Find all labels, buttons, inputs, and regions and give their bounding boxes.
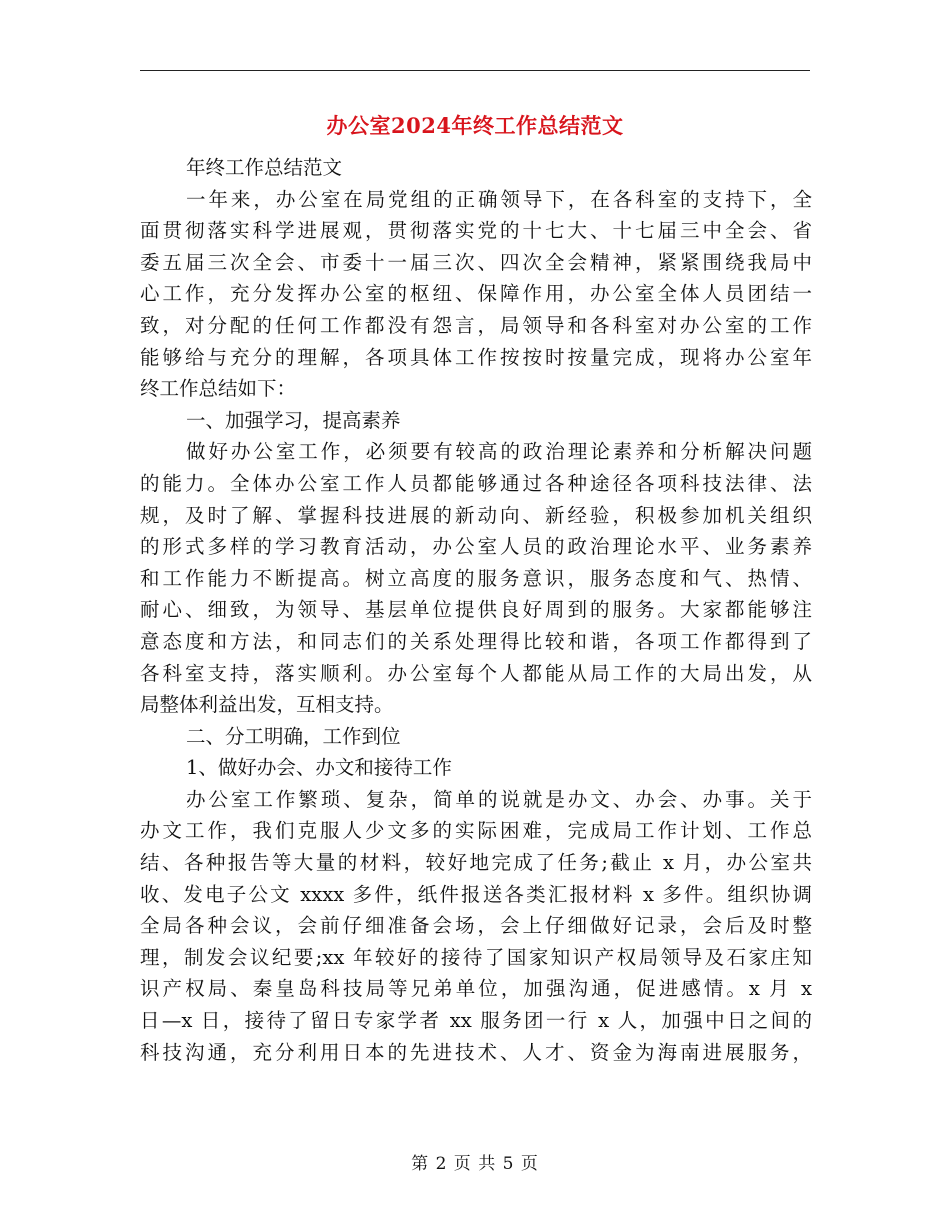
body-line: 和工作能力不断提高。树立高度的服务意识，服务态度和气、热情、 <box>140 566 812 590</box>
body-line: 一年来，办公室在局党组的正确领导下，在各科室的支持下，全 <box>186 187 812 211</box>
body-line: 各科室支持，落实顺利。办公室每个人都能从局工作的大局出发，从 <box>140 661 812 685</box>
header-rule <box>140 70 810 71</box>
body-line: 做好办公室工作，必须要有较高的政治理论素养和分析解决问题 <box>186 440 812 464</box>
body-line: 全局各种会议，会前仔细准备会场，会上仔细做好记录，会后及时整 <box>140 914 812 938</box>
body-line: 耐心、细致，为领导、基层单位提供良好周到的服务。大家都能够注 <box>140 598 812 622</box>
body-line: 理，制发会议纪要;xx 年较好的接待了国家知识产权局领导及石家庄知 <box>140 945 812 969</box>
body-line: 心工作，充分发挥办公室的枢纽、保障作用，办公室全体人员团结一 <box>140 282 812 306</box>
body-line: 一、加强学习，提高素养 <box>186 408 401 432</box>
body-line: 办文工作，我们克服人少文多的实际困难，完成局工作计划、工作总 <box>140 819 812 843</box>
body-line: 结、各种报告等大量的材料，较好地完成了任务;截止 x 月，办公室共 <box>140 851 812 875</box>
body-line: 终工作总结如下： <box>140 377 297 401</box>
body-line: 收、发电子公文 xxxx 多件，纸件报送各类汇报材料 x 多件。组织协调 <box>140 882 812 906</box>
page-number-footer: 第 2 页 共 5 页 <box>411 1154 539 1174</box>
body-line: 委五届三次全会、市委十一届三次、四次全会精神，紧紧围绕我局中 <box>140 250 812 274</box>
body-line: 意态度和方法，和同志们的关系处理得比较和谐，各项工作都得到了 <box>140 629 812 653</box>
body-line: 的形式多样的学习教育活动，办公室人员的政治理论水平、业务素养 <box>140 535 812 559</box>
body-line: 识产权局、秦皇岛科技局等兄弟单位，加强沟通，促进感情。x 月 x <box>140 977 812 1001</box>
body-line: 面贯彻落实科学进展观，贯彻落实党的十七大、十七届三中全会、省 <box>140 219 812 243</box>
body-line: 办公室工作繁琐、复杂，简单的说就是办文、办会、办事。关于 <box>186 787 812 811</box>
body-line: 科技沟通，充分利用日本的先进技术、人才、资金为海南进展服务， <box>140 1040 812 1064</box>
document-title: 办公室2024年终工作总结范文 <box>326 113 624 138</box>
body-line: 局整体利益出发，互相支持。 <box>140 693 394 717</box>
body-line: 能够给与充分的理解，各项具体工作按按时按量完成，现将办公室年 <box>140 345 812 369</box>
document-body <box>140 152 812 1068</box>
body-line: 致，对分配的任何工作都没有怨言，局领导和各科室对办公室的工作 <box>140 313 812 337</box>
body-line: 二、分工明确，工作到位 <box>186 724 401 748</box>
body-line: 日—x 日，接待了留日专家学者 xx 服务团一行 x 人，加强中日之间的 <box>140 1009 812 1033</box>
body-line: 年终工作总结范文 <box>186 156 343 179</box>
body-line: 规，及时了解、掌握科技进展的新动向、新经验，积极参加机关组织 <box>140 503 812 527</box>
body-line: 的能力。全体办公室工作人员都能够通过各种途径各项科技法律、法 <box>140 471 812 495</box>
body-line: 1、做好办会、办文和接待工作 <box>186 756 452 780</box>
